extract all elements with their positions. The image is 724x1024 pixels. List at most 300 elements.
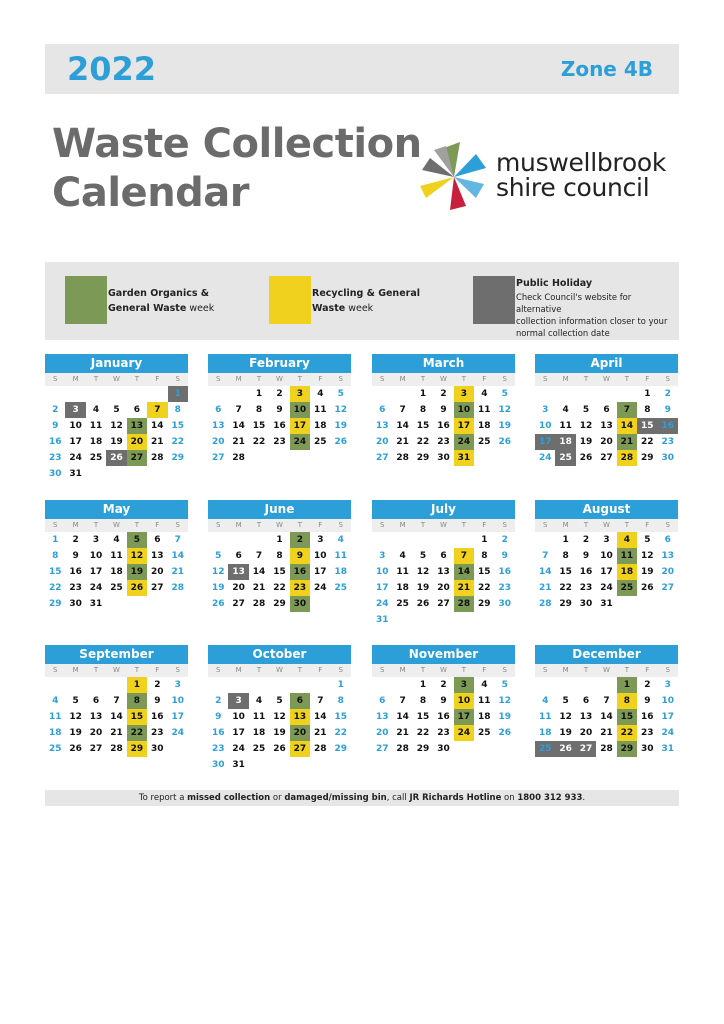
empty-cell <box>86 677 106 693</box>
empty-cell <box>249 677 269 693</box>
weekday-label: T <box>420 666 426 674</box>
day-cell: 28 <box>454 596 474 612</box>
day-cell: 30 <box>290 596 310 612</box>
day-cell: 29 <box>334 744 347 754</box>
footer-text-5: . <box>582 793 586 803</box>
day-cell: 9 <box>72 551 79 561</box>
day-cell: 6 <box>215 405 222 415</box>
weekday-label: T <box>420 375 426 383</box>
footer-hotline-name: JR Richards Hotline <box>409 793 502 803</box>
day-cell: 17 <box>89 567 103 577</box>
day-cell: 24 <box>69 453 82 463</box>
title-line-1: Waste Collection <box>52 121 422 167</box>
day-cell: 12 <box>273 712 286 722</box>
day-cell: 11 <box>478 405 491 415</box>
day-cell: 19 <box>579 437 593 447</box>
garden-swatch <box>65 276 107 324</box>
day-cell: 11 <box>252 712 266 722</box>
empty-cell <box>392 532 412 548</box>
day-cell: 30 <box>437 453 450 463</box>
day-cell: 14 <box>396 421 409 431</box>
day-cell: 5 <box>562 696 569 706</box>
empty-cell <box>290 677 310 693</box>
day-cell: 26 <box>641 583 654 593</box>
day-cell: 11 <box>478 696 491 706</box>
weekday-header <box>535 519 678 532</box>
weekday-header <box>208 373 351 386</box>
day-cell: 5 <box>419 551 427 561</box>
weekday-label: M <box>235 666 242 674</box>
footer-phone: 1800 312 933 <box>517 793 583 803</box>
footer-damaged-bin: damaged/missing bin <box>284 793 387 803</box>
day-cell: 13 <box>290 709 310 725</box>
month-title: February <box>208 354 351 373</box>
day-cell: 29 <box>641 453 654 463</box>
day-cell: 9 <box>582 551 590 561</box>
month-title: March <box>372 354 515 373</box>
day-cell: 10 <box>89 551 103 561</box>
day-cell: 23 <box>48 453 62 463</box>
day-cell: 4 <box>113 535 120 545</box>
day-cell: 14 <box>538 567 552 577</box>
day-cell: 19 <box>498 421 511 431</box>
day-cell: 10 <box>232 712 245 722</box>
day-cell: 8 <box>276 551 283 561</box>
day-cell: 10 <box>171 696 184 706</box>
day-cell: 24 <box>600 583 613 593</box>
day-grid <box>372 532 515 628</box>
empty-cell <box>535 386 555 402</box>
day-cell: 1 <box>644 389 651 399</box>
weekday-label: T <box>583 666 589 674</box>
day-cell: 22 <box>416 728 430 738</box>
day-cell: 20 <box>437 583 450 593</box>
day-cell: 22 <box>478 583 491 593</box>
empty-cell <box>372 532 392 548</box>
day-cell: 7 <box>147 402 167 418</box>
day-cell: 17 <box>535 434 555 450</box>
day-cell: 6 <box>582 696 590 706</box>
empty-cell <box>249 532 269 548</box>
day-cell: 21 <box>600 728 613 738</box>
day-cell: 14 <box>617 418 637 434</box>
day-cell: 25 <box>252 744 266 754</box>
month-title: December <box>535 645 678 664</box>
day-cell: 9 <box>154 696 161 706</box>
empty-cell <box>228 532 248 548</box>
month-june <box>208 500 351 612</box>
day-cell: 22 <box>334 728 347 738</box>
empty-cell <box>576 386 596 402</box>
day-cell: 26 <box>416 599 430 609</box>
day-cell: 13 <box>375 712 389 722</box>
day-cell: 20 <box>232 583 245 593</box>
day-cell: 26 <box>498 437 511 447</box>
day-cell: 9 <box>215 712 222 722</box>
day-cell: 9 <box>290 548 310 564</box>
day-cell: 15 <box>559 567 572 577</box>
day-cell: 25 <box>617 580 637 596</box>
weekday-label: F <box>482 521 487 529</box>
day-cell: 22 <box>617 725 637 741</box>
day-cell: 3 <box>542 405 549 415</box>
month-may <box>45 500 188 612</box>
day-cell: 22 <box>273 583 286 593</box>
empty-cell <box>372 386 392 402</box>
day-cell: 14 <box>110 712 123 722</box>
month-title: July <box>372 500 515 519</box>
empty-cell <box>413 532 433 548</box>
day-cell: 23 <box>69 583 82 593</box>
day-cell: 30 <box>641 744 654 754</box>
day-cell: 31 <box>454 450 474 466</box>
day-cell: 26 <box>127 580 147 596</box>
day-cell: 31 <box>375 615 389 625</box>
weekday-label: T <box>134 521 140 529</box>
day-cell: 13 <box>375 421 389 431</box>
weekday-label: F <box>318 521 323 529</box>
day-cell: 4 <box>481 389 488 399</box>
day-cell: 22 <box>559 583 572 593</box>
day-cell: 20 <box>579 728 593 738</box>
day-cell: 29 <box>617 741 637 757</box>
day-cell: 10 <box>375 567 389 577</box>
day-cell: 1 <box>337 680 344 690</box>
weekday-label: W <box>603 375 610 383</box>
empty-cell <box>106 677 126 693</box>
day-cell: 8 <box>419 696 427 706</box>
weekday-label: S <box>379 375 385 383</box>
day-cell: 3 <box>290 386 310 402</box>
day-cell: 30 <box>498 599 511 609</box>
day-cell: 17 <box>454 418 474 434</box>
day-cell: 29 <box>171 453 184 463</box>
day-cell: 18 <box>334 567 347 577</box>
day-cell: 16 <box>290 564 310 580</box>
day-cell: 9 <box>440 405 447 415</box>
day-cell: 27 <box>151 583 164 593</box>
empty-cell <box>555 677 575 693</box>
empty-cell <box>535 677 555 693</box>
day-cell: 18 <box>478 712 491 722</box>
day-cell: 31 <box>661 744 674 754</box>
day-cell: 13 <box>211 421 225 431</box>
day-cell: 23 <box>579 583 593 593</box>
day-cell: 27 <box>661 583 674 593</box>
month-title: January <box>45 354 188 373</box>
month-august <box>535 500 678 612</box>
day-cell: 3 <box>92 535 100 545</box>
weekday-label: S <box>215 521 221 529</box>
weekday-label: S <box>338 521 343 529</box>
day-cell: 18 <box>478 421 491 431</box>
day-cell: 6 <box>92 696 100 706</box>
day-cell: 8 <box>52 551 59 561</box>
weekday-label: T <box>461 666 467 674</box>
day-cell: 19 <box>69 728 82 738</box>
day-cell: 12 <box>498 405 511 415</box>
weekday-label: S <box>215 666 221 674</box>
day-cell: 12 <box>559 712 572 722</box>
weekday-label: S <box>338 666 343 674</box>
day-cell: 4 <box>399 551 406 561</box>
day-cell: 27 <box>290 741 310 757</box>
weekday-label: W <box>440 375 447 383</box>
day-cell: 26 <box>69 744 82 754</box>
weekday-header <box>45 373 188 386</box>
day-cell: 5 <box>501 389 508 399</box>
weekday-label: M <box>72 521 79 529</box>
day-cell: 6 <box>290 693 310 709</box>
day-cell: 8 <box>644 405 651 415</box>
empty-cell <box>535 532 555 548</box>
council-name-line-2: shire council <box>496 173 650 202</box>
weekday-header <box>45 519 188 532</box>
day-cell: 10 <box>454 402 474 418</box>
day-cell: 15 <box>416 712 430 722</box>
day-cell: 19 <box>110 437 123 447</box>
day-cell: 29 <box>127 741 147 757</box>
day-cell: 23 <box>273 437 286 447</box>
weekday-header <box>535 664 678 677</box>
day-cell: 16 <box>211 728 225 738</box>
day-cell: 2 <box>215 696 222 706</box>
weekday-label: T <box>461 375 467 383</box>
day-cell: 18 <box>110 567 123 577</box>
weekday-header <box>372 664 515 677</box>
day-cell: 10 <box>661 696 674 706</box>
day-cell: 20 <box>127 434 147 450</box>
day-cell: 21 <box>538 583 552 593</box>
footer-text-4: on <box>501 793 518 803</box>
empty-cell <box>454 532 474 548</box>
day-cell: 11 <box>396 567 409 577</box>
weekday-label: F <box>318 666 323 674</box>
weekday-label: S <box>665 375 670 383</box>
day-cell: 7 <box>603 696 610 706</box>
day-cell: 20 <box>375 437 389 447</box>
day-cell: 25 <box>478 728 491 738</box>
day-cell: 8 <box>174 405 181 415</box>
day-cell: 11 <box>110 551 123 561</box>
day-cell: 8 <box>481 551 488 561</box>
weekday-label: W <box>440 521 447 529</box>
month-september <box>45 645 188 757</box>
day-cell: 25 <box>396 599 409 609</box>
day-cell: 10 <box>290 402 310 418</box>
empty-cell <box>127 386 147 402</box>
day-cell: 9 <box>52 421 59 431</box>
day-cell: 16 <box>273 421 286 431</box>
day-cell: 7 <box>174 535 181 545</box>
day-cell: 25 <box>478 437 491 447</box>
council-name-line-1: muswellbrook <box>496 148 667 177</box>
weekday-label: T <box>624 666 630 674</box>
day-cell: 23 <box>437 728 450 738</box>
day-cell: 27 <box>127 450 147 466</box>
day-cell: 3 <box>454 386 474 402</box>
day-grid <box>45 677 188 757</box>
day-grid <box>372 386 515 466</box>
weekday-label: T <box>583 375 589 383</box>
day-cell: 17 <box>171 712 184 722</box>
empty-cell <box>576 677 596 693</box>
month-title: August <box>535 500 678 519</box>
day-cell: 5 <box>644 535 651 545</box>
day-cell: 26 <box>211 599 225 609</box>
day-cell: 25 <box>314 437 327 447</box>
day-cell: 3 <box>379 551 386 561</box>
day-cell: 22 <box>641 437 654 447</box>
day-cell: 25 <box>48 744 62 754</box>
day-cell: 21 <box>232 437 245 447</box>
day-cell: 21 <box>617 434 637 450</box>
day-cell: 21 <box>396 437 409 447</box>
day-cell: 13 <box>661 551 674 561</box>
day-cell: 18 <box>48 728 62 738</box>
day-cell: 10 <box>600 551 613 561</box>
day-cell: 11 <box>617 548 637 564</box>
day-cell: 30 <box>437 744 450 754</box>
day-cell: 24 <box>171 728 184 738</box>
day-cell: 20 <box>151 567 164 577</box>
day-cell: 1 <box>562 535 569 545</box>
weekday-label: F <box>482 666 487 674</box>
day-cell: 7 <box>317 696 324 706</box>
day-cell: 19 <box>273 728 286 738</box>
weekday-label: F <box>318 375 323 383</box>
day-grid <box>208 386 351 466</box>
legend <box>45 262 679 340</box>
weekday-label: M <box>235 375 242 383</box>
weekday-label: S <box>665 521 670 529</box>
day-cell: 19 <box>641 567 654 577</box>
empty-cell <box>228 677 248 693</box>
day-cell: 8 <box>255 405 263 415</box>
weekday-label: F <box>645 666 650 674</box>
weekday-label: W <box>603 521 610 529</box>
day-cell: 8 <box>562 551 569 561</box>
day-cell: 7 <box>235 405 242 415</box>
holiday-swatch <box>473 276 515 324</box>
day-cell: 1 <box>52 535 59 545</box>
day-cell: 27 <box>600 453 613 463</box>
day-cell: 13 <box>228 564 248 580</box>
day-cell: 26 <box>498 728 511 738</box>
weekday-label: F <box>645 375 650 383</box>
header-bar <box>45 44 679 94</box>
day-cell: 27 <box>232 599 245 609</box>
day-cell: 23 <box>151 728 164 738</box>
weekday-label: T <box>93 521 99 529</box>
day-cell: 31 <box>600 599 613 609</box>
footer-text-2: or <box>270 793 285 803</box>
weekday-label: S <box>665 666 670 674</box>
day-cell: 17 <box>69 437 82 447</box>
empty-cell <box>228 386 248 402</box>
day-cell: 16 <box>437 421 450 431</box>
day-cell: 23 <box>211 744 225 754</box>
day-cell: 24 <box>232 744 245 754</box>
day-cell: 7 <box>255 551 263 561</box>
weekday-label: S <box>502 666 507 674</box>
day-cell: 12 <box>127 548 147 564</box>
empty-cell <box>208 677 228 693</box>
day-cell: 6 <box>440 551 447 561</box>
day-cell: 21 <box>151 437 164 447</box>
day-cell: 30 <box>579 599 593 609</box>
day-cell: 4 <box>617 532 637 548</box>
day-cell: 15 <box>127 709 147 725</box>
day-cell: 26 <box>555 741 575 757</box>
day-cell: 6 <box>235 551 242 561</box>
day-cell: 17 <box>454 709 474 725</box>
footer-text-3: , call <box>386 793 410 803</box>
weekday-label: M <box>399 375 406 383</box>
day-cell: 24 <box>538 453 552 463</box>
day-cell: 13 <box>579 712 593 722</box>
day-cell: 13 <box>89 712 103 722</box>
day-cell: 24 <box>375 599 389 609</box>
day-cell: 4 <box>562 405 569 415</box>
day-cell: 20 <box>661 567 674 577</box>
empty-cell <box>45 386 65 402</box>
day-cell: 15 <box>171 421 184 431</box>
day-cell: 29 <box>48 599 62 609</box>
page-title <box>52 120 422 218</box>
day-cell: 31 <box>89 599 103 609</box>
weekday-label: M <box>399 521 406 529</box>
weekday-label: T <box>134 666 140 674</box>
empty-cell <box>555 386 575 402</box>
day-cell: 4 <box>542 696 549 706</box>
day-cell: 3 <box>65 402 85 418</box>
day-cell: 22 <box>171 437 184 447</box>
day-cell: 29 <box>559 599 572 609</box>
month-title: September <box>45 645 188 664</box>
council-name <box>496 150 666 200</box>
day-cell: 14 <box>232 421 245 431</box>
empty-cell <box>310 677 330 693</box>
day-cell: 21 <box>171 567 184 577</box>
day-cell: 20 <box>600 437 613 447</box>
empty-cell <box>596 677 616 693</box>
weekday-label: T <box>624 375 630 383</box>
day-cell: 5 <box>337 389 344 399</box>
day-cell: 24 <box>89 583 103 593</box>
weekday-label: M <box>562 666 569 674</box>
day-cell: 5 <box>582 405 590 415</box>
weekday-header <box>208 664 351 677</box>
day-cell: 3 <box>317 535 324 545</box>
day-cell: 12 <box>69 712 82 722</box>
day-cell: 9 <box>440 696 447 706</box>
weekday-label: T <box>461 521 467 529</box>
day-cell: 18 <box>538 728 552 738</box>
day-cell: 21 <box>314 728 327 738</box>
day-cell: 11 <box>314 405 327 415</box>
recycling-legend-line-1: Recycling & General <box>312 288 420 299</box>
day-cell: 28 <box>314 744 327 754</box>
weekday-label: S <box>502 375 507 383</box>
day-cell: 7 <box>617 402 637 418</box>
weekday-label: S <box>215 375 221 383</box>
month-december <box>535 645 678 757</box>
weekday-label: S <box>175 666 180 674</box>
recycling-legend-text <box>312 286 420 316</box>
day-cell: 27 <box>211 453 225 463</box>
day-grid <box>45 532 188 612</box>
